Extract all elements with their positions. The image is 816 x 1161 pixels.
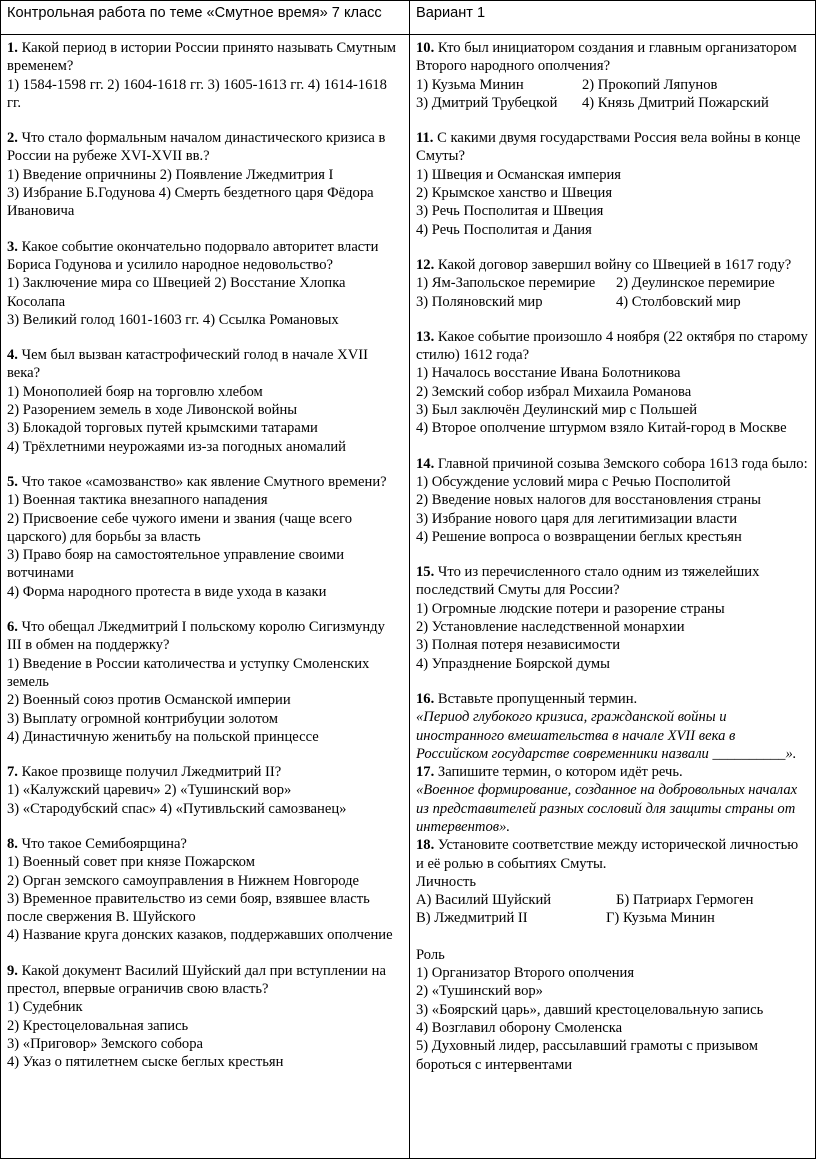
- answer-option: 3) Полная потеря независимости: [416, 637, 621, 654]
- variant-label: Вариант 1: [410, 1, 816, 35]
- answer-pair-row: [416, 76, 809, 94]
- question-5: [7, 473, 403, 601]
- question-stem: [416, 39, 809, 76]
- question-stem: [416, 328, 809, 365]
- answer-option: 2) Крестоцеловальная запись: [7, 1017, 189, 1034]
- question-16: [416, 690, 809, 763]
- answer-option: 2) Установление наследственной монархии: [416, 619, 685, 636]
- question-stem: [7, 763, 403, 781]
- question-2: [7, 129, 403, 220]
- question-text: Какое прозвище получил Лжедмитрий II?: [21, 764, 282, 781]
- answer-option: 1) Военная тактика внезапного нападения: [7, 492, 268, 509]
- question-text: Чем был вызван катастрофический голод в начале XVII века?: [7, 347, 368, 382]
- person-option: Г) Кузьма Минин: [606, 910, 715, 927]
- question-text: Установите соответствие между исторической личностью и её ролью в событиях Смуты.: [416, 837, 799, 872]
- question-text: Какое событие окончательно подорвало авторитет власти Бориса Годунова и усилило народное недовольство?: [7, 238, 379, 273]
- question-8: [7, 835, 403, 945]
- answer-option: 4) Решение вопроса о возвращении беглых крестьян: [416, 528, 742, 545]
- answer-option: 1) «Калужский царевич» 2) «Тушинский вор»: [7, 782, 292, 799]
- answer-option: 4) Указ о пятилетнем сыске беглых крестьян: [7, 1054, 284, 1071]
- answer-option: 3) Был заключён Деулинский мир с Польшей: [416, 402, 698, 419]
- left-column: [1, 35, 410, 1159]
- answer-option: 3) Избрание нового царя для легитимизации власти: [416, 510, 738, 527]
- question-number: 5.: [7, 473, 18, 490]
- question-number: 13.: [416, 328, 435, 345]
- answer-pair-row: [416, 293, 809, 311]
- answer-option: 1) Военный совет при князе Пожарском: [7, 854, 255, 871]
- question-11: [416, 129, 809, 239]
- answer-option: 3) Выплату огромной контрибуции золотом: [7, 710, 279, 727]
- question-7: [7, 763, 403, 818]
- answer-option: 1) Огромные людские потери и разорение страны: [416, 600, 725, 617]
- question-stem: [7, 39, 403, 76]
- question-quote: «Период глубокого кризиса, гражданской войны и иностранного вмешательства в начале XVII века в Российском государстве современники назвали __________».: [416, 709, 797, 762]
- answer-option: 2) Введение новых налогов для восстановления страны: [416, 492, 761, 509]
- question-text: Вставьте пропущенный термин.: [437, 690, 638, 707]
- answer-option: 3) Временное правительство из семи бояр, взявшее власть после свержения В. Шуйского: [7, 890, 370, 926]
- answer-option: 1) 1584-1598 гг. 2) 1604-1618 гг. 3) 1605-1613 гг. 4) 1614-1618 гг.: [7, 76, 387, 111]
- spacer: [416, 928, 809, 946]
- question-stem: [7, 238, 403, 275]
- answer-pair-row: [416, 94, 809, 112]
- answer-option: 3) Избрание Б.Годунова 4) Смерть бездетного царя Фёдора Ивановича: [7, 185, 374, 220]
- answer-option: 1) Заключение мира со Швецией 2) Восстание Хлопка Косолапа: [7, 275, 346, 310]
- question-number: 3.: [7, 238, 18, 255]
- question-text: Какой договор завершил войну со Швецией в 1617 году?: [437, 256, 792, 273]
- person-option: В) Лжедмитрий II: [416, 910, 528, 927]
- answer-option: 2) Крымское ханство и Швеция: [416, 185, 613, 202]
- question-stem: [7, 346, 403, 383]
- question-stem: [416, 690, 809, 708]
- question-number: 14.: [416, 455, 435, 472]
- question-10: [416, 39, 809, 112]
- question-number: 15.: [416, 564, 435, 581]
- person-pair-row: [416, 891, 809, 909]
- answer-option: 2) Присвоение себе чужого имени и звания (чаще всего царского) для борьбы за власть: [7, 510, 353, 545]
- question-stem: [416, 836, 809, 873]
- answer-option: 4) Династичную женитьбу на польской принцессе: [7, 728, 319, 745]
- role-option: 1) Организатор Второго ополчения: [416, 965, 635, 982]
- answer-option: 2) Прокопий Ляпунов: [582, 76, 718, 93]
- question-stem: [416, 563, 809, 600]
- role-option: 2) «Тушинский вор»: [416, 983, 543, 1000]
- question-number: 16.: [416, 690, 435, 707]
- question-stem: [416, 455, 809, 473]
- role-option: 3) «Боярский царь», давший крестоцеловальную запись: [416, 1001, 764, 1018]
- question-stem: [416, 763, 809, 781]
- question-number: 8.: [7, 835, 18, 852]
- answer-option: 1) Монополией бояр на торговлю хлебом: [7, 383, 263, 400]
- role-option: 4) Возглавил оборону Смоленска: [416, 1019, 623, 1036]
- question-number: 4.: [7, 347, 18, 364]
- role-label: Роль: [416, 946, 445, 963]
- person-option: А) Василий Шуйский: [416, 892, 552, 909]
- question-9: [7, 962, 403, 1072]
- answer-option: 1) Судебник: [7, 999, 83, 1016]
- question-stem: [7, 129, 403, 166]
- answer-option: 4) Второе ополчение штурмом взяло Китай-город в Москве: [416, 420, 787, 437]
- question-number: 1.: [7, 40, 18, 56]
- question-text: Что стало формальным началом династического кризиса в России на рубеже XVI-XVII вв.?: [7, 130, 386, 165]
- question-18: [416, 836, 809, 1074]
- person-option: Б) Патриарх Гермоген: [616, 892, 754, 909]
- question-quote: «Военное формирование, созданное на добровольных началах из представителей разных сословий для защиты страны от интервентов».: [416, 782, 798, 835]
- answer-option: 1) Введение опричнины 2) Появление Лжедмитрия I: [7, 166, 334, 183]
- answer-option: 3) «Приговор» Земского собора: [7, 1035, 203, 1052]
- question-4: [7, 346, 403, 456]
- question-stem: [416, 129, 809, 166]
- question-text: Какой период в истории России принято называть Смутным временем?: [7, 40, 396, 75]
- question-text: Какой документ Василий Шуйский дал при вступлении на престол, впервые ограничив свою власть?: [7, 962, 386, 998]
- answer-option: 4) Название круга донских казаков, поддержавших ополчение: [7, 927, 393, 944]
- answer-option: 2) Военный союз против Османской империи: [7, 692, 291, 709]
- role-option: 5) Духовный лидер, рассылавший грамоты с призывом бороться с интервентами: [416, 1038, 758, 1073]
- question-number: 6.: [7, 619, 18, 636]
- answer-option: 3) «Стародубский спас» 4) «Путивльский самозванец»: [7, 800, 347, 817]
- question-text: Кто был инициатором создания и главным организатором Второго народного ополчения?: [416, 40, 797, 75]
- question-text: Главной причиной созыва Земского собора 1613 года было:: [437, 455, 808, 472]
- answer-option: 4) Форма народного протеста в виде ухода в казаки: [7, 583, 327, 600]
- question-text: Что из перечисленного стало одним из тяжелейших последствий Смуты для России?: [416, 564, 760, 599]
- answer-option: 4) Речь Посполитая и Дания: [416, 221, 592, 238]
- question-number: 7.: [7, 764, 18, 781]
- answer-option: 3) Речь Посполитая и Швеция: [416, 203, 604, 220]
- question-1: [7, 39, 403, 112]
- question-14: [416, 455, 809, 546]
- answer-option: 3) Блокадой торговых путей крымскими татарами: [7, 420, 318, 437]
- answer-option: 2) Разорением земель в ходе Ливонской войны: [7, 402, 298, 419]
- question-6: [7, 618, 403, 746]
- answer-option: 1) Началось восстание Ивана Болотникова: [416, 365, 681, 382]
- answer-option: 2) Земский собор избрал Михаила Романова: [416, 383, 692, 400]
- answer-option: 3) Поляновский мир: [416, 293, 543, 310]
- answer-option: 3) Право бояр на самостоятельное управление своими вотчинами: [7, 547, 345, 582]
- answer-option: 1) Кузьма Минин: [416, 76, 524, 93]
- question-text: Что обещал Лжедмитрий I польскому королю Сигизмунду III в обмен на поддержку?: [7, 619, 385, 654]
- question-stem: [7, 473, 403, 491]
- answer-option: 4) Трёхлетними неурожаями из-за погодных аномалий: [7, 438, 346, 455]
- question-text: Какое событие произошло 4 ноября (22 октября по старому стилю) 1612 года?: [416, 328, 808, 364]
- question-number: 18.: [416, 837, 435, 854]
- question-3: [7, 238, 403, 329]
- answer-option: 3) Дмитрий Трубецкой: [416, 94, 558, 111]
- answer-option: 4) Упразднение Боярской думы: [416, 655, 610, 672]
- question-number: 2.: [7, 130, 18, 147]
- question-number: 12.: [416, 256, 435, 273]
- question-text: Запишите термин, о котором идёт речь.: [437, 764, 683, 781]
- question-stem: [7, 962, 403, 999]
- question-15: [416, 563, 809, 673]
- question-17: [416, 763, 809, 836]
- answer-option: 1) Ям-Запольское перемирие: [416, 275, 596, 292]
- question-12: [416, 256, 809, 311]
- question-stem: [7, 618, 403, 655]
- answer-option: 4) Князь Дмитрий Пожарский: [582, 94, 769, 111]
- question-number: 10.: [416, 40, 435, 56]
- question-stem: [7, 835, 403, 853]
- question-13: [416, 328, 809, 438]
- answer-option: 4) Столбовский мир: [616, 293, 741, 310]
- question-number: 11.: [416, 130, 434, 147]
- question-stem: [416, 256, 809, 274]
- question-text: Что такое Семибоярщина?: [21, 835, 187, 852]
- person-pair-row: [416, 909, 809, 927]
- answer-option: 1) Обсуждение условий мира с Речью Посполитой: [416, 473, 731, 490]
- answer-option: 2) Деулинское перемирие: [616, 275, 775, 292]
- answer-option: 2) Орган земского самоуправления в Нижнем Новгороде: [7, 872, 360, 889]
- answer-option: 3) Великий голод 1601-1603 гг. 4) Ссылка Романовых: [7, 311, 339, 328]
- test-title: Контрольная работа по теме «Смутное время» 7 класс: [1, 1, 410, 35]
- right-column: [410, 35, 816, 1159]
- question-text: Что такое «самозванство» как явление Смутного времени?: [21, 473, 387, 490]
- answer-option: 1) Швеция и Османская империя: [416, 166, 622, 183]
- question-text: С какими двумя государствами Россия вела войны в конце Смуты?: [416, 130, 801, 165]
- question-number: 9.: [7, 962, 18, 979]
- answer-option: 1) Введение в России католичества и уступку Смоленских земель: [7, 655, 370, 690]
- person-label: Личность: [416, 873, 477, 890]
- answer-pair-row: [416, 274, 809, 292]
- question-number: 17.: [416, 764, 435, 781]
